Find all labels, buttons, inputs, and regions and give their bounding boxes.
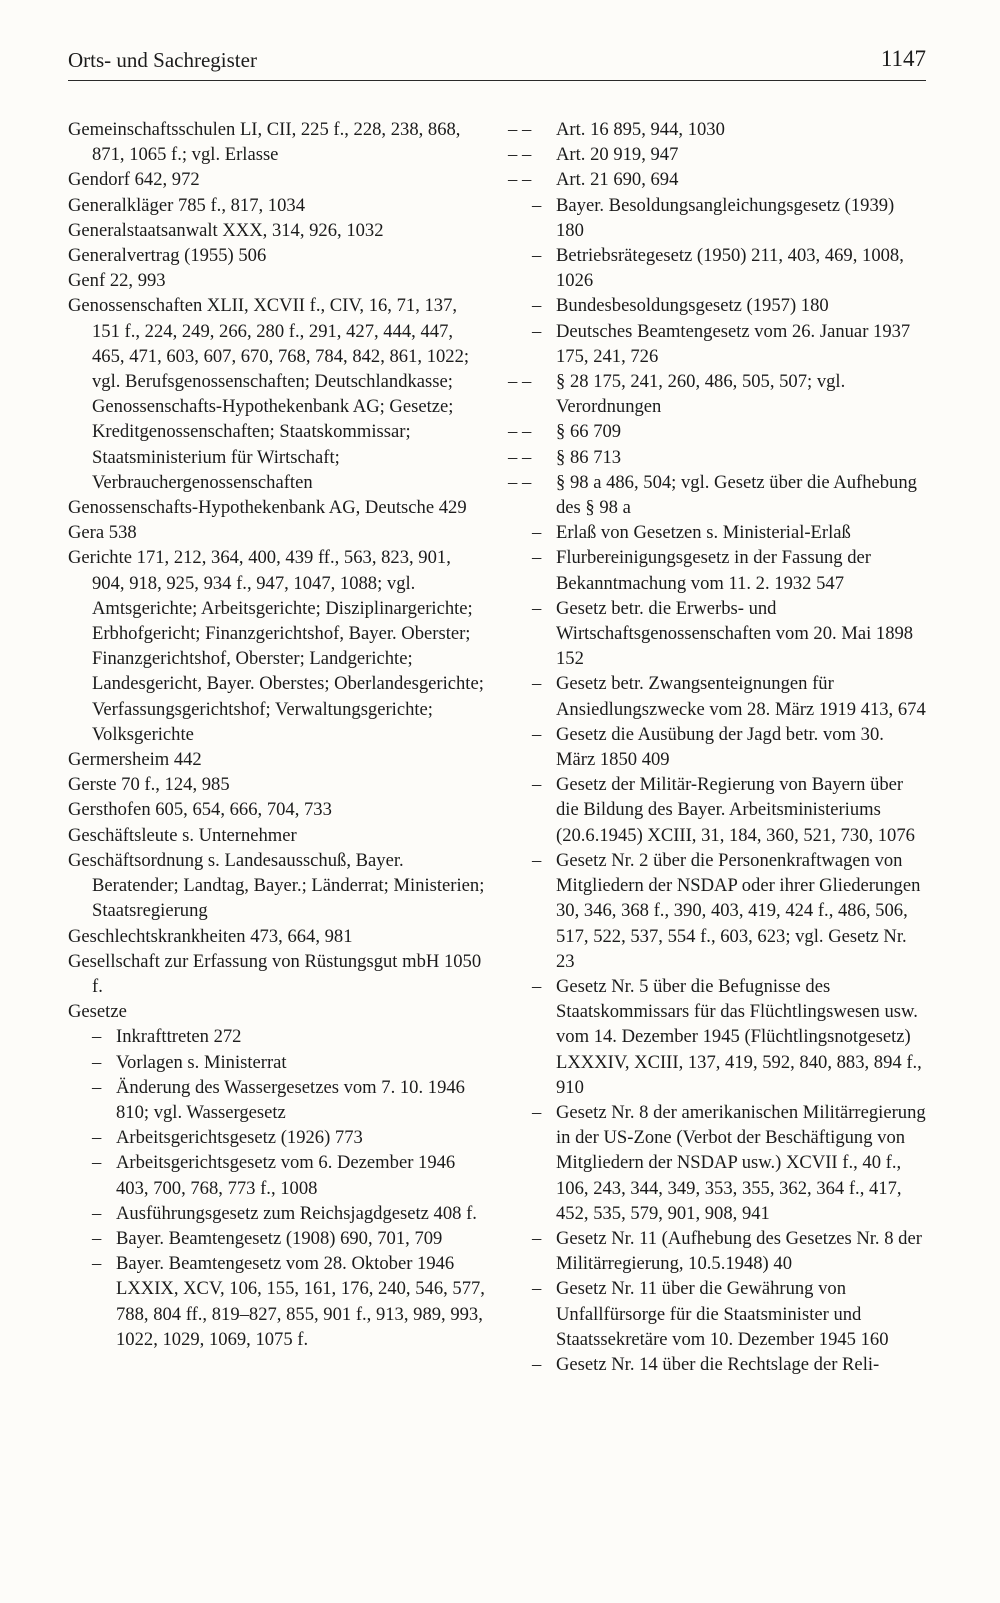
entry-text: § 98 a 486, 504; vgl. Gesetz über die Aufhebung des § 98 a (556, 471, 917, 519)
entry-text: Art. 16 895, 944, 1030 (556, 119, 725, 140)
entry-dash: – (532, 194, 542, 216)
entry-text: Gesetz Nr. 5 über die Befugnisse des Staatskommissars für das Flüchtlingswesen usw. vom 14. Dezember 1945 (Flüchtlingsnotgesetz) LXXXIV, XCIII, 137, 419, 592, 840, 883, 894 f., 910 (556, 975, 922, 1098)
entry-text: Geschlechtskrankheiten 473, 664, 981 (68, 925, 353, 947)
entry-text: Gemeinschaftsschulen LI, CII, 225 f., 228, 238, 868, 871, 1065 f.; vgl. Erlasse (68, 119, 461, 166)
entry-text: Gesetz Nr. 2 über die Personenkraftwagen von Mitgliedern der NSDAP oder ihrer Gliederungen 30, 346, 368 f., 390, 403, 419, 424 f., 486, 506, 517, 522, 537, 554 f., 603, 623; vgl. Gesetz Nr. 23 (556, 849, 921, 972)
index-entry (68, 545, 486, 747)
index-entry (68, 243, 486, 268)
index-entry (68, 117, 486, 167)
index-entry (508, 671, 926, 721)
index-entry (68, 167, 486, 192)
running-title: Orts- und Sachregister (68, 48, 257, 72)
entry-dash: – (92, 1227, 102, 1249)
entry-dash: – (532, 723, 542, 745)
entry-text: Gesellschaft zur Erfassung von Rüstungsgut mbH 1050 f. (68, 950, 482, 997)
index-entry (68, 924, 486, 949)
index-entry (68, 1201, 486, 1226)
index-entry (508, 1352, 926, 1377)
entry-text: § 66 709 (556, 421, 622, 443)
entry-text: Bundesbesoldungsgesetz (1957) 180 (556, 295, 829, 317)
entry-text: Arbeitsgerichtsgesetz vom 6. Dezember 1946 403, 700, 768, 773 f., 1008 (116, 1152, 456, 1199)
index-entry (68, 848, 486, 924)
entry-text: Betriebsrätegesetz (1950) 211, 403, 469, 1008, 1026 (556, 245, 904, 292)
entry-text: Gersthofen 605, 654, 666, 704, 733 (68, 799, 332, 821)
entry-text: Art. 20 919, 947 (556, 144, 679, 166)
entry-dash: – (532, 597, 542, 619)
entry-text: Geschäftsordnung s. Landesausschuß, Bayer. Beratender; Landtag, Bayer.; Länderrat; Ministerien; Staatsregierung (68, 849, 485, 922)
index-entry (508, 1100, 926, 1226)
entry-text: Gerste 70 f., 124, 985 (68, 774, 230, 796)
index-entry (68, 1150, 486, 1200)
entry-text: Erlaß von Gesetzen s. Ministerial-Erlaß (556, 522, 851, 544)
index-entry (68, 520, 486, 545)
entry-text: Gesetz Nr. 11 über die Gewährung von Unfallfürsorge für die Staatsminister und Staatssekretäre vom 10. Dezember 1945 160 (556, 1278, 889, 1350)
right-column (508, 117, 926, 1377)
index-entry (68, 268, 486, 293)
entry-dash: – (532, 320, 542, 342)
entry-text: Bayer. Beamtengesetz (1908) 690, 701, 709 (116, 1227, 443, 1249)
entry-dash: – (92, 1127, 102, 1149)
entry-dash: – – (508, 119, 532, 140)
index-entry (508, 974, 926, 1100)
index-entry (508, 848, 926, 974)
index-entry (508, 1276, 926, 1352)
entry-text: Genossenschafts-Hypothekenbank AG, Deutsche 429 (68, 497, 467, 519)
index-entry (68, 1050, 486, 1075)
index-entry (68, 1125, 486, 1150)
entry-text: Gera 538 (68, 522, 137, 544)
entry-text: Flurbereinigungsgesetz in der Fassung der Bekanntmachung vom 11. 2. 1932 547 (556, 547, 871, 594)
index-entry (68, 193, 486, 218)
index-entry (508, 722, 926, 772)
index-entry (68, 218, 486, 243)
entry-text: Gerichte 171, 212, 364, 400, 439 ff., 563, 823, 901, 904, 918, 925, 934 f., 947, 1047, 1088; vgl. Amtsgerichte; Arbeitsgerichte; Disziplinargerichte; Erbhofgericht; Finanzgerichtshof, Bayer. Oberster; Finanzgerichtshof, Oberster; Landgerichte; Landesgericht, Bayer. Oberstes; Oberlandesgerichte; Verfassungsgerichtshof; Verwaltungsgerichte; Volksgerichte (68, 547, 484, 745)
index-entry (68, 747, 486, 772)
index-entry (508, 167, 926, 192)
entry-dash: – (92, 1051, 102, 1073)
entry-text: Genossenschaften XLII, XCVII f., CIV, 16, 71, 137, 151 f., 224, 249, 266, 280 f., 291, 427, 444, 447, 465, 471, 603, 607, 670, 768, 784, 842, 861, 1022; vgl. Berufsgenossenschaften; Deutschlandkasse; Genossenschafts-Hypothekenbank AG; Gesetze; Kreditgenossenschaften; Staatskommissar; Staatsministerium für Wirtschaft; Verbrauchergenossenschaften (68, 295, 470, 493)
entry-dash: – (532, 245, 542, 267)
entry-text: Bayer. Besoldungsangleichungsgesetz (1939) 180 (556, 194, 895, 241)
entry-dash: – – (508, 144, 532, 166)
entry-text: Gendorf 642, 972 (68, 169, 200, 191)
index-entry (508, 470, 926, 520)
entry-text: Geschäftsleute s. Unternehmer (68, 824, 297, 846)
entry-dash: – (532, 849, 542, 871)
entry-dash: – – (508, 471, 532, 493)
index-entry (508, 193, 926, 243)
entry-dash: – (92, 1202, 102, 1224)
index-entry (508, 772, 926, 848)
entry-text: Deutsches Beamtengesetz vom 26. Januar 1937 175, 241, 726 (556, 320, 911, 367)
index-entry (508, 243, 926, 293)
entry-text: Gesetz Nr. 8 der amerikanischen Militärregierung in der US-Zone (Verbot der Beschäftigung von Mitgliedern der NSDAP usw.) XCVII f., 40 f., 106, 243, 344, 349, 353, 355, 362, 364 f., 417, 452, 535, 579, 901, 908, 941 (556, 1101, 926, 1224)
entry-dash: – (532, 975, 542, 997)
entry-dash: – – (508, 421, 532, 443)
entry-dash: – (532, 1353, 542, 1375)
entry-dash: – (532, 295, 542, 317)
entry-text: § 28 175, 241, 260, 486, 505, 507; vgl. Verordnungen (556, 371, 846, 418)
entry-dash: – (92, 1253, 102, 1275)
index-entry (508, 1226, 926, 1276)
entry-text: Gesetz betr. die Erwerbs- und Wirtschaftsgenossenschaften vom 20. Mai 1898 152 (556, 597, 914, 670)
index-entry (508, 545, 926, 595)
entry-dash: – (532, 1101, 542, 1123)
index-entry (68, 1226, 486, 1251)
index-entry (68, 999, 486, 1024)
entry-dash: – (92, 1152, 102, 1174)
index-entry (508, 369, 926, 419)
index-entry (508, 142, 926, 167)
entry-text: Gesetz der Militär-Regierung von Bayern über die Bildung des Bayer. Arbeitsministeriums (20.6.1945) XCIII, 31, 184, 360, 521, 730, 1076 (556, 774, 915, 846)
index-entry (68, 1075, 486, 1125)
index-entry (508, 319, 926, 369)
index-entry (508, 419, 926, 444)
index-entry (508, 520, 926, 545)
entry-text: Änderung des Wassergesetzes vom 7. 10. 1946 810; vgl. Wassergesetz (116, 1076, 465, 1123)
index-entry (68, 949, 486, 999)
entry-text: Gesetze (68, 1001, 127, 1023)
entry-text: Generalvertrag (1955) 506 (68, 245, 267, 267)
entry-text: Gesetz die Ausübung der Jagd betr. vom 30. März 1850 409 (556, 723, 884, 771)
index-entry (508, 117, 926, 142)
entry-dash: – (532, 547, 542, 569)
entry-text: § 86 713 (556, 446, 622, 468)
entry-text: Genf 22, 993 (68, 270, 166, 292)
left-column (68, 117, 486, 1352)
index-entry (508, 445, 926, 470)
index-entry (68, 823, 486, 848)
entry-text: Vorlagen s. Ministerrat (116, 1051, 287, 1073)
index-entry (68, 772, 486, 797)
entry-dash: – (532, 522, 542, 544)
entry-text: Germersheim 442 (68, 749, 202, 771)
entry-text: Art. 21 690, 694 (556, 169, 679, 191)
index-entry (68, 495, 486, 520)
entry-text: Generalstaatsanwalt XXX, 314, 926, 1032 (68, 219, 384, 241)
entry-text: Gesetz betr. Zwangsenteignungen für Ansiedlungszwecke vom 28. März 1919 413, 674 (556, 673, 926, 720)
index-entry (68, 1251, 486, 1352)
page-header (68, 46, 926, 81)
entry-dash: – (532, 1227, 542, 1249)
entry-dash: – – (508, 169, 532, 191)
page-number: 1147 (880, 46, 926, 71)
entry-dash: – (532, 774, 542, 796)
index-entry (68, 293, 486, 495)
entry-text: Gesetz Nr. 11 (Aufhebung des Gesetzes Nr. 8 der Militärregierung, 10.5.1948) 40 (556, 1227, 922, 1275)
entry-dash: – – (508, 371, 532, 393)
index-entry (68, 797, 486, 822)
entry-text: Generalkläger 785 f., 817, 1034 (68, 194, 305, 216)
index-entry (508, 596, 926, 672)
entry-text: Gesetz Nr. 14 über die Rechtslage der Reli- (556, 1353, 880, 1375)
entry-dash: – (532, 1278, 542, 1300)
entry-text: Ausführungsgesetz zum Reichsjagdgesetz 408 f. (116, 1202, 477, 1224)
entry-dash: – (92, 1026, 102, 1048)
entry-text: Arbeitsgerichtsgesetz (1926) 773 (116, 1127, 363, 1149)
entry-text: Inkrafttreten 272 (116, 1026, 242, 1048)
index-entry (68, 1024, 486, 1049)
entry-dash: – – (508, 446, 532, 468)
entry-dash: – (92, 1076, 102, 1098)
entry-text: Bayer. Beamtengesetz vom 28. Oktober 1946 LXXIX, XCV, 106, 155, 161, 176, 240, 546, 577, 788, 804 ff., 819–827, 855, 901 f., 913, 989, 993, 1022, 1029, 1069, 1075 f. (116, 1253, 485, 1350)
entry-dash: – (532, 673, 542, 695)
index-entry (508, 293, 926, 318)
